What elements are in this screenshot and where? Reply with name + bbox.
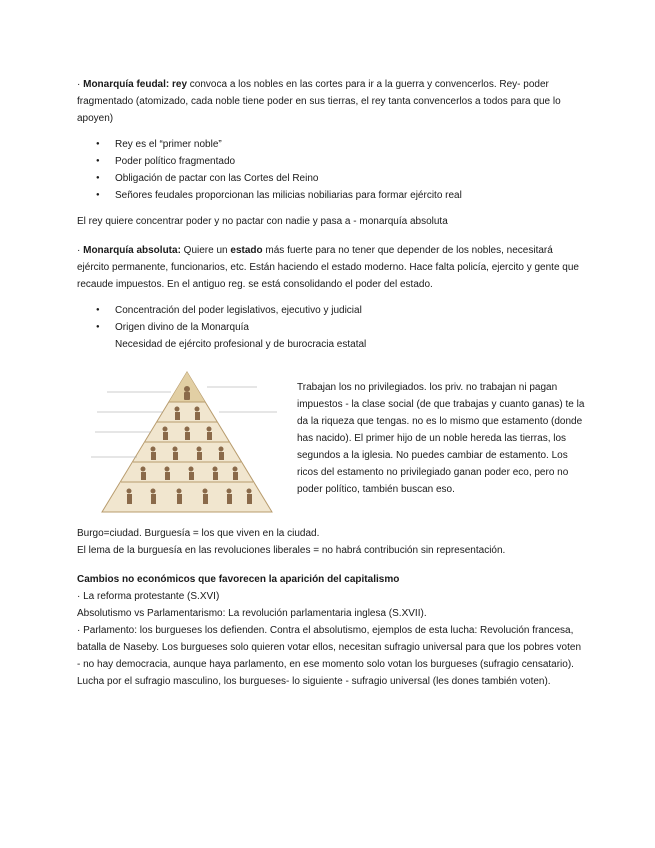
bullet: · [77, 79, 84, 90]
feudal-conclusion: El rey quiere concentrar poder y no pactar con nadie y pasa a - monarquía absoluta [77, 216, 448, 227]
feudal-list [77, 136, 587, 204]
feudal-text: convoca a los nobles en las cortes para ir a la guerra y convencerlos. Rey- poder fragmentado (atomizado, cada noble tiene poder en sus tierras, el rey tanta convencerlos a todos para que lo apoyen) [77, 79, 561, 124]
list-item: ● Concentración del poder legislativos, ejecutivo y judicial [77, 302, 587, 319]
parlamento-paragraph: · Parlamento: los burgueses los defienden. Contra el absolutismo, ejemplos de esta lucha: Revolución francesa, batalla de Naseby. Los burgueses solo quieren votar ellos, necesitan sufragio universal para que los pobres voten - no hay democracia, aunque haya parlamento, en ese momento solo votan los burgueses (sufragio censatario). Lucha por el sufragio masculino, los burgueses- lo siguiente - sufragio universal (les dones también voten). [77, 625, 582, 687]
list-item: ● Origen divino de la Monarquía [77, 319, 587, 336]
feudal-title: Monarquía feudal: rey [83, 79, 188, 90]
document-page [77, 76, 587, 690]
absoluta-extra-line: Necesidad de ejército profesional y de burocracia estatal [115, 339, 367, 350]
absolutismo-line: Absolutismo vs Parlamentarismo: La revolución parlamentaria inglesa (S.XVII). [77, 608, 427, 619]
lema-line: El lema de la burguesía en las revoluciones liberales = no habrá contribución sin representación. [77, 545, 506, 556]
feudal-paragraph [77, 76, 587, 127]
absoluta-title: Monarquía absoluta: [83, 245, 181, 256]
list-item: ● Rey es el “primer noble” [77, 136, 587, 153]
absoluta-text: Quiere un [180, 245, 231, 256]
reforma-line: · La reforma protestante (S.XVI) [77, 591, 220, 602]
absoluta-text: más fuerte para no tener que depender de los nobles, necesitará ejército permanente, funcionarios, etc. Están haciendo el estado moderno. Hace falta policía, ejercito y gente que recaude impuestos. En el antiguo reg. se está consolidando el poder del estado. [77, 245, 579, 290]
pyramid-section [77, 367, 587, 517]
list-item: ● Obligación de pactar con las Cortes del Reino [77, 170, 587, 187]
list-item: ● Señores feudales proporcionan las milicias nobiliarias para formar ejército real [77, 187, 587, 204]
absoluta-paragraph [77, 242, 587, 293]
pyramid-description: Trabajan los no privilegiados. los priv. no trabajan ni pagan impuestos - la clase social (de que trabajas y cuanto ganas) te la da la riqueza que tengas. no es lo mismo que estamento (donde has nacido). El primer hijo de un noble hereda las tierras, los segundos a la iglesia. No puedes cambiar de estamento. Los ricos del estamento no privilegiado ganan poder eco, pero no poder político, también buscan eso. [297, 382, 585, 495]
bold-word: estado [230, 245, 263, 256]
cambios-title: Cambios no económicos que favorecen la aparición del capitalismo [77, 574, 400, 585]
absoluta-list [77, 302, 587, 336]
cambios-heading [77, 571, 587, 588]
burgo-line: Burgo=ciudad. Burguesía = los que viven en la ciudad. [77, 528, 320, 539]
bullet: · [77, 245, 84, 256]
social-pyramid-illustration [87, 367, 287, 517]
list-item: ● Poder político fragmentado [77, 153, 587, 170]
